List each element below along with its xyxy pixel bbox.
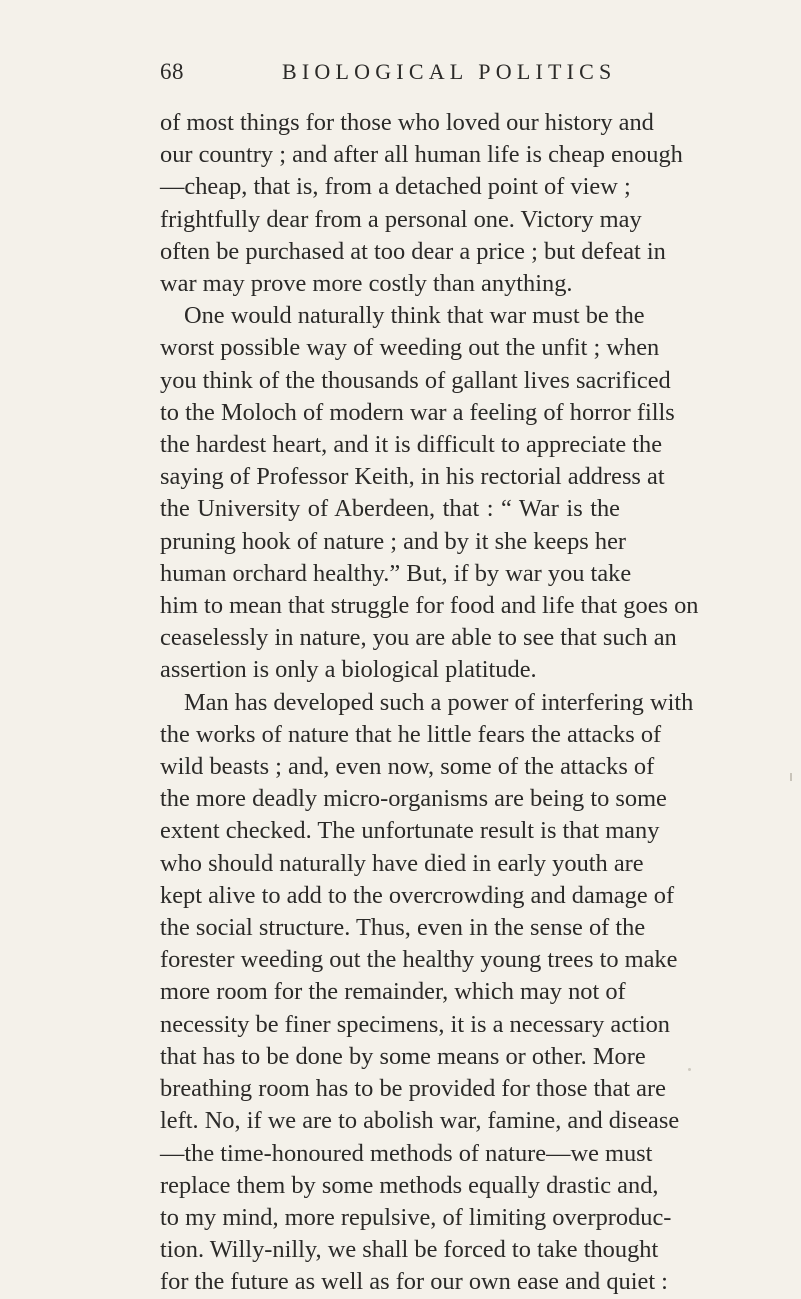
text-line: you think of the thousands of gallant lives sacrificed: [160, 366, 671, 394]
text-line: for the future as well as for our own ease and quiet :: [160, 1268, 668, 1296]
text-line: pruning hook of nature ; and by it she keeps her: [160, 527, 627, 555]
text-line: war may prove more costly than anything.: [160, 270, 573, 298]
text-line: breathing room has to be provided for those that are: [160, 1075, 666, 1103]
text-line: tion. Willy-nilly, we shall be forced to take thought: [160, 1236, 659, 1264]
text-line: to my mind, more repulsive, of limiting overproduc-: [160, 1203, 672, 1231]
text-line: —the time-honoured methods of nature—we must: [160, 1139, 653, 1167]
text-line: left. No, if we are to abolish war, famine, and disease: [160, 1107, 680, 1135]
text-line: worst possible way of weeding out the unfit ; when: [160, 334, 660, 362]
paragraph-start-line: One would naturally think that war must be the: [184, 302, 645, 330]
text-line: frightfully dear from a personal one. Victory may: [160, 205, 642, 233]
text-line: the hardest heart, and it is difficult to appreciate the: [160, 431, 663, 459]
text-line: human orchard healthy.” But, if by war you take: [160, 559, 632, 587]
page-number: 68: [160, 59, 184, 84]
text-line: kept alive to add to the overcrowding and damage of: [160, 881, 675, 909]
text-line: necessity be finer specimens, it is a necessary action: [160, 1010, 670, 1038]
running-title: BIOLOGICAL POLITICS: [282, 59, 617, 84]
text-line: wild beasts ; and, even now, some of the attacks of: [160, 753, 655, 781]
text-line: of most things for those who loved our history and: [160, 109, 654, 136]
text-line: him to mean that struggle for food and life that goes on: [160, 592, 699, 620]
text-line: to the Moloch of modern war a feeling of horror fills: [160, 398, 675, 426]
text-line: the more deadly micro-organisms are being to some: [160, 785, 667, 813]
text-line: more room for the remainder, which may not of: [160, 978, 626, 1006]
running-head: [160, 54, 620, 90]
text-line: forester weeding out the healthy young trees to make: [160, 946, 678, 974]
text-line: extent checked. The unfortunate result is that many: [160, 817, 660, 845]
text-line: the University of Aberdeen, that : “ War is the: [160, 495, 620, 523]
text-line: often be purchased at too dear a price ; but defeat in: [160, 237, 666, 265]
margin-mark: [790, 773, 792, 781]
text-line: —cheap, that is, from a detached point of view ;: [160, 173, 631, 201]
text-line: the works of nature that he little fears the attacks of: [160, 720, 662, 748]
text-line: replace them by some methods equally drastic and,: [160, 1171, 659, 1199]
text-line: our country ; and after all human life is cheap enough: [160, 141, 683, 169]
text-line: the social structure. Thus, even in the sense of the: [160, 914, 646, 942]
paper-speck: [688, 1068, 691, 1071]
text-line: assertion is only a biological platitude.: [160, 656, 537, 684]
body-text: [160, 107, 699, 1299]
text-line: who should naturally have died in early youth are: [160, 849, 644, 877]
text-line: saying of Professor Keith, in his rectorial address at: [160, 463, 665, 491]
paragraph-start-line: Man has developed such a power of interfering with: [184, 688, 694, 716]
text-line: ceaselessly in nature, you are able to see that such an: [160, 624, 677, 652]
text-line: that has to be done by some means or other. More: [160, 1042, 646, 1070]
